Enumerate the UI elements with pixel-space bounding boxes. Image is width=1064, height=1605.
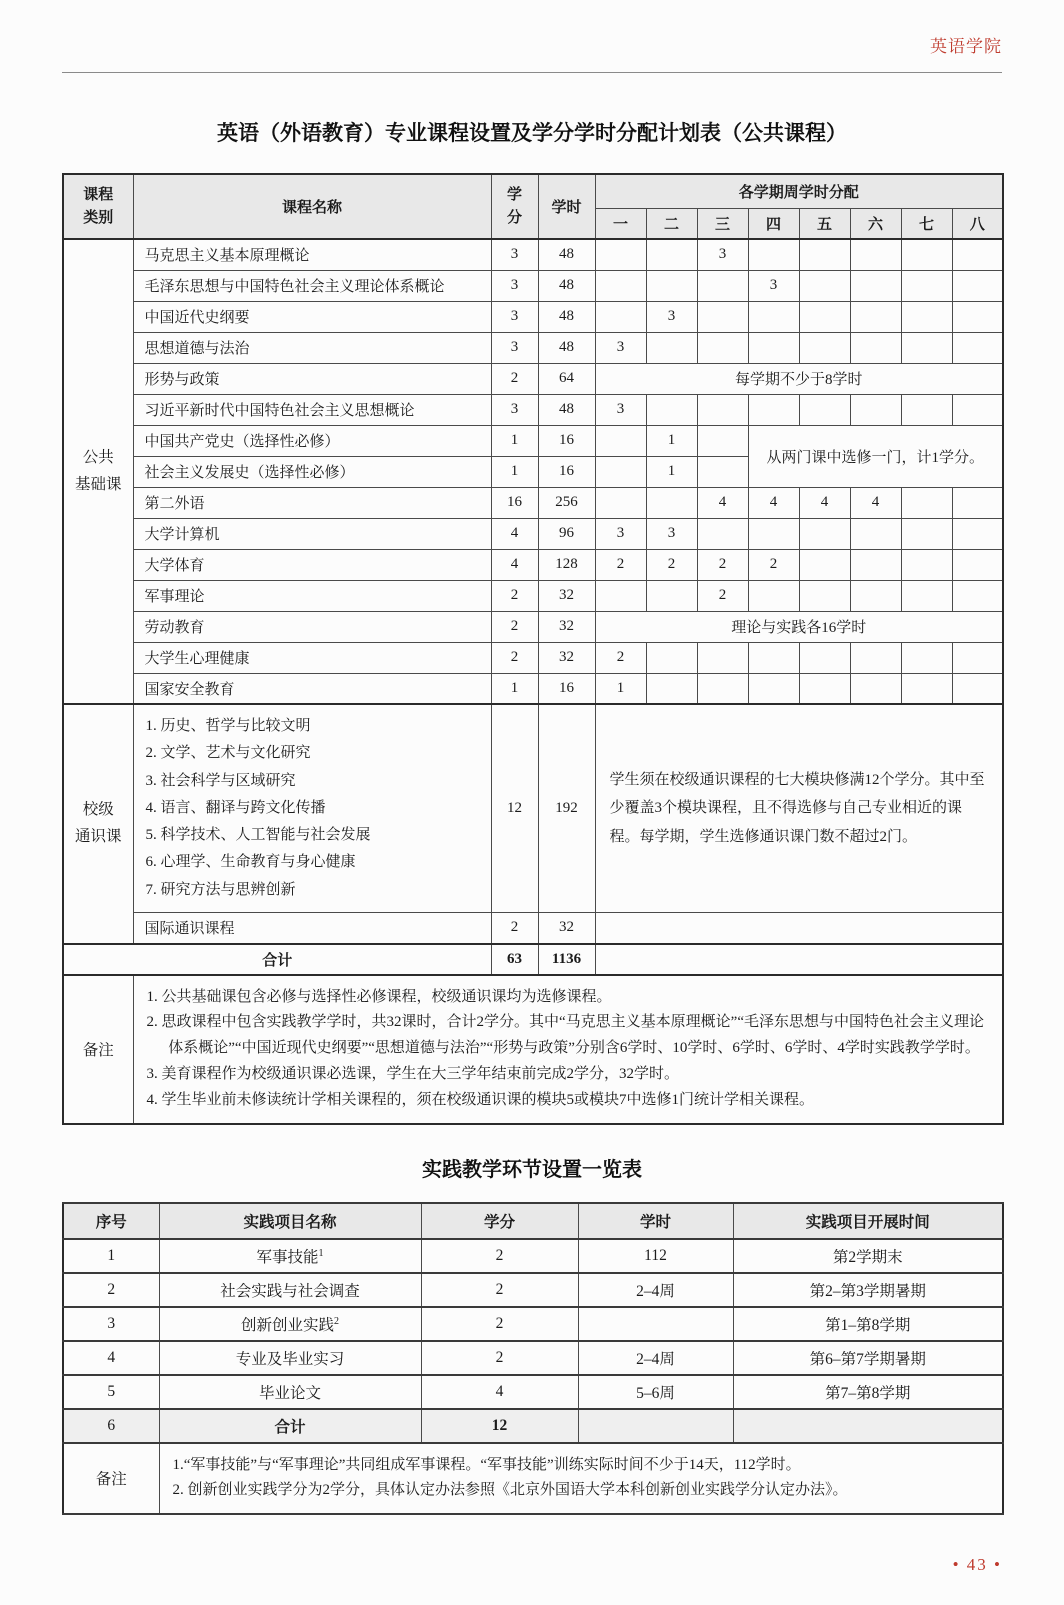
semester-cell — [901, 642, 952, 673]
semester-cell — [697, 673, 748, 704]
semester-cell — [901, 580, 952, 611]
course-name: 习近平新时代中国特色社会主义思想概论 — [133, 394, 491, 425]
course-name: 国际通识课程 — [133, 913, 491, 944]
col-header-credits-text: 学分 — [506, 186, 522, 226]
project-credits: 2 — [421, 1239, 578, 1273]
course-hours: 48 — [538, 270, 595, 301]
course-row — [63, 270, 1003, 301]
project-time: 第1–第8学期 — [733, 1307, 1003, 1341]
course-row — [63, 301, 1003, 332]
institution-label: 英语学院 — [930, 37, 1002, 56]
project-name: 军事技能$^1$ — [159, 1239, 421, 1273]
semester-cell — [799, 518, 850, 549]
semester-cell — [901, 394, 952, 425]
course-credits: 1 — [491, 425, 538, 456]
semester-cell — [850, 301, 901, 332]
course-name: 大学计算机 — [133, 518, 491, 549]
semester-cell — [901, 270, 952, 301]
semester-cell: 4 — [850, 487, 901, 518]
practice-col-time: 实践项目开展时间 — [733, 1203, 1003, 1239]
course-name: 中国近代史纲要 — [133, 301, 491, 332]
remark-row — [63, 975, 1003, 1124]
semester-cell: 2 — [595, 642, 646, 673]
page-number: • 43 • — [952, 1555, 1002, 1574]
semester-cell: 3 — [697, 239, 748, 270]
project-hours — [578, 1307, 733, 1341]
project-name: 社会实践与社会调查 — [159, 1273, 421, 1307]
curriculum-table-body — [63, 239, 1003, 1124]
semester-cell — [952, 394, 1003, 425]
course-name: 中国共产党史（选择性必修） — [133, 425, 491, 456]
course-hours: 256 — [538, 487, 595, 518]
semester-cell — [697, 394, 748, 425]
semester-cell — [697, 270, 748, 301]
project-name: 毕业论文 — [159, 1375, 421, 1409]
practice-total-row — [63, 1409, 1003, 1443]
category-line: 校级 — [82, 801, 114, 819]
course-hours: 16 — [538, 673, 595, 704]
semester-cell — [850, 642, 901, 673]
practice-row — [63, 1239, 1003, 1273]
course-hours: 48 — [538, 301, 595, 332]
practice-col-no: 序号 — [63, 1203, 159, 1239]
course-credits: 2 — [491, 611, 538, 642]
remark-text — [133, 975, 1003, 1124]
semester-cell — [901, 239, 952, 270]
semester-cell: 3 — [646, 518, 697, 549]
course-row — [63, 239, 1003, 270]
table1-title: 英语（外语教育）专业课程设置及学分学时分配计划表（公共课程） — [217, 122, 847, 145]
semester-cell — [952, 301, 1003, 332]
semester-cell — [646, 580, 697, 611]
module-item: 1. 历史、哲学与比较文明 — [145, 718, 311, 734]
semester-cell — [748, 580, 799, 611]
practice-remark-row — [63, 1443, 1003, 1514]
project-hours: 2–4周 — [578, 1273, 733, 1307]
semester-cell — [850, 518, 901, 549]
course-hours: 16 — [538, 425, 595, 456]
semester-cell — [901, 549, 952, 580]
semester-cell — [952, 549, 1003, 580]
course-name: 毛泽东思想与中国特色社会主义理论体系概论 — [133, 270, 491, 301]
semester-cell — [952, 580, 1003, 611]
col-header-category-text: 课程类别 — [83, 186, 114, 226]
project-name: 专业及毕业实习 — [159, 1341, 421, 1375]
semester-cell — [952, 673, 1003, 704]
semester-cell — [901, 332, 952, 363]
general-hours: 192 — [538, 704, 595, 913]
semester-cell — [748, 239, 799, 270]
semester-cell — [952, 518, 1003, 549]
col-header-category — [63, 174, 133, 239]
semester-cell — [748, 673, 799, 704]
project-no: 2 — [63, 1273, 159, 1307]
module-item: 4. 语言、翻译与跨文化传播 — [145, 799, 326, 816]
total-credits: 63 — [491, 944, 538, 975]
project-sup: 1 — [318, 1247, 324, 1259]
semester-cell — [901, 518, 952, 549]
category-line: 公共 — [82, 449, 114, 467]
category-line: 基础课 — [74, 475, 122, 493]
course-hours: 128 — [538, 549, 595, 580]
course-credits: 16 — [491, 487, 538, 518]
course-hours: 32 — [538, 642, 595, 673]
semester-header-6: 六 — [850, 208, 901, 239]
semester-cell: 1 — [646, 456, 697, 487]
semester-cell — [697, 518, 748, 549]
project-no: 4 — [63, 1341, 159, 1375]
semester-cell: 2 — [595, 549, 646, 580]
remark-line: 2. 思政课程中包含实践教学学时，共32课时，合计2学分。其中“马克思主义基本原理概论”“毛泽东思想与中国特色社会主义理论体系概论”“中国近现代史纲要”“思想道德与法治”“形势与政策”分别含6学时、10学时、6学时、6学时、4学时实践教学学时。 — [146, 1014, 984, 1057]
elective-note: 从两门课中选修一门，计1学分。 — [748, 425, 1003, 487]
project-credits: 4 — [421, 1375, 578, 1409]
course-hours: 32 — [538, 913, 595, 944]
project-credits: 2 — [421, 1273, 578, 1307]
semester-cell: 1 — [595, 673, 646, 704]
semester-cell — [850, 239, 901, 270]
remark-label: 备注 — [63, 975, 133, 1124]
col-header-semester-group: 各学期周学时分配 — [595, 174, 1003, 208]
module-item: 6. 心理学、生命教育与身心健康 — [145, 854, 356, 871]
semester-cell — [799, 270, 850, 301]
course-name: 军事理论 — [133, 580, 491, 611]
semester-header-2: 二 — [646, 208, 697, 239]
semester-cell: 3 — [595, 394, 646, 425]
practice-row — [63, 1307, 1003, 1341]
semester-cell — [850, 580, 901, 611]
course-credits: 3 — [491, 394, 538, 425]
practice-row — [63, 1273, 1003, 1307]
curriculum-table — [62, 173, 1004, 1125]
course-row — [63, 673, 1003, 704]
course-credits: 1 — [491, 673, 538, 704]
semester-header-8: 八 — [952, 208, 1003, 239]
course-row — [63, 363, 1003, 394]
semester-header-7: 七 — [901, 208, 952, 239]
module-item: 2. 文学、艺术与文化研究 — [145, 745, 311, 762]
course-credits: 3 — [491, 270, 538, 301]
remark-line: 2. 创新创业实践学分为2学分，具体认定办法参照《北京外国语大学本科创新创业实践学分认定办法》。 — [172, 1482, 848, 1499]
project-no: 6 — [63, 1409, 159, 1443]
remark-text — [159, 1443, 1003, 1514]
semester-note: 理论与实践各16学时 — [595, 611, 1003, 642]
semester-cell — [646, 642, 697, 673]
semester-cell — [748, 394, 799, 425]
semester-cell: 2 — [697, 549, 748, 580]
course-hours: 48 — [538, 394, 595, 425]
semester-cell — [697, 332, 748, 363]
semester-cell — [595, 425, 646, 456]
col-header-course-name: 课程名称 — [133, 174, 491, 239]
course-name: 形势与政策 — [133, 363, 491, 394]
semester-cell — [799, 642, 850, 673]
header-rule — [62, 72, 1002, 73]
project-time: 第6–第7学期暑期 — [733, 1341, 1003, 1375]
semester-cell — [799, 394, 850, 425]
semester-cell — [799, 673, 850, 704]
semester-cell: 2 — [748, 549, 799, 580]
total-label: 合计 — [63, 944, 491, 975]
course-hours: 96 — [538, 518, 595, 549]
course-name: 大学生心理健康 — [133, 642, 491, 673]
semester-cell: 2 — [646, 549, 697, 580]
semester-cell — [850, 549, 901, 580]
remark-line: 1. 公共基础课包含必修与选择性必修课程，校级通识课均为选修课程。 — [146, 988, 612, 1005]
course-hours: 32 — [538, 611, 595, 642]
semester-cell — [697, 456, 748, 487]
project-time: 第2–第3学期暑期 — [733, 1273, 1003, 1307]
semester-cell — [646, 332, 697, 363]
semester-cell — [748, 332, 799, 363]
project-sup: 2 — [334, 1315, 339, 1327]
semester-cell — [850, 673, 901, 704]
table2-title: 实践教学环节设置一览表 — [422, 1158, 642, 1181]
semester-cell — [595, 487, 646, 518]
semester-cell — [595, 301, 646, 332]
course-credits: 2 — [491, 363, 538, 394]
course-row — [63, 549, 1003, 580]
semester-cell — [799, 580, 850, 611]
semester-cell — [646, 394, 697, 425]
semester-cell — [595, 456, 646, 487]
semester-header-3: 三 — [697, 208, 748, 239]
semester-cell — [595, 239, 646, 270]
col-header-hours: 学时 — [538, 174, 595, 239]
project-time — [733, 1409, 1003, 1443]
intl-course-row — [63, 913, 1003, 944]
project-hours: 112 — [578, 1239, 733, 1273]
module-item: 5. 科学技术、人工智能与社会发展 — [145, 827, 371, 844]
course-name: 国家安全教育 — [133, 673, 491, 704]
practice-row — [63, 1375, 1003, 1409]
course-hours: 32 — [538, 580, 595, 611]
total-row — [63, 944, 1003, 975]
project-time: 第7–第8学期 — [733, 1375, 1003, 1409]
course-credits: 3 — [491, 239, 538, 270]
semester-cell — [799, 332, 850, 363]
course-row — [63, 518, 1003, 549]
project-credits: 2 — [421, 1307, 578, 1341]
semester-cell — [850, 394, 901, 425]
course-row — [63, 425, 1003, 456]
semester-cell — [595, 270, 646, 301]
practice-col-name: 实践项目名称 — [159, 1203, 421, 1239]
course-name: 社会主义发展史（选择性必修） — [133, 456, 491, 487]
remark-line: 3. 美育课程作为校级通识课必选课，学生在大三学年结束前完成2学分，32学时。 — [146, 1065, 680, 1082]
semester-cell: 2 — [697, 580, 748, 611]
module-item: 7. 研究方法与思辨创新 — [145, 881, 296, 898]
practice-row — [63, 1341, 1003, 1375]
course-name: 劳动教育 — [133, 611, 491, 642]
course-row — [63, 394, 1003, 425]
semester-cell: 4 — [799, 487, 850, 518]
semester-cell — [799, 239, 850, 270]
semester-cell — [646, 239, 697, 270]
semester-cell — [748, 301, 799, 332]
course-hours: 48 — [538, 239, 595, 270]
semester-cell — [952, 487, 1003, 518]
project-name: 合计 — [159, 1409, 421, 1443]
course-credits: 2 — [491, 642, 538, 673]
course-row — [63, 332, 1003, 363]
semester-cell — [850, 332, 901, 363]
semester-cell: 3 — [595, 332, 646, 363]
module-list — [133, 704, 491, 913]
semester-header-4: 四 — [748, 208, 799, 239]
course-name: 大学体育 — [133, 549, 491, 580]
semester-cell: 3 — [748, 270, 799, 301]
course-credits: 2 — [491, 913, 538, 944]
project-hours: 2–4周 — [578, 1341, 733, 1375]
course-row — [63, 580, 1003, 611]
semester-cell — [850, 270, 901, 301]
course-credits: 4 — [491, 549, 538, 580]
semester-note: 每学期不少于8学时 — [595, 363, 1003, 394]
course-credits: 3 — [491, 332, 538, 363]
semester-cell-empty — [595, 913, 1003, 944]
semester-cell-empty — [595, 944, 1003, 975]
remark-label: 备注 — [63, 1443, 159, 1514]
course-hours: 16 — [538, 456, 595, 487]
semester-cell — [697, 301, 748, 332]
project-no: 3 — [63, 1307, 159, 1341]
semester-cell — [748, 518, 799, 549]
semester-cell: 4 — [697, 487, 748, 518]
category-general — [63, 704, 133, 944]
practice-col-credits: 学分 — [421, 1203, 578, 1239]
course-hours: 64 — [538, 363, 595, 394]
semester-cell: 3 — [646, 301, 697, 332]
semester-cell — [799, 549, 850, 580]
course-credits: 4 — [491, 518, 538, 549]
semester-cell — [952, 239, 1003, 270]
project-hours — [578, 1409, 733, 1443]
course-credits: 3 — [491, 301, 538, 332]
course-row — [63, 642, 1003, 673]
semester-header-5: 五 — [799, 208, 850, 239]
semester-cell — [799, 301, 850, 332]
semester-cell — [901, 487, 952, 518]
course-name: 思想道德与法治 — [133, 332, 491, 363]
project-credits: 12 — [421, 1409, 578, 1443]
semester-cell — [697, 425, 748, 456]
semester-cell — [748, 642, 799, 673]
project-no: 1 — [63, 1239, 159, 1273]
course-credits: 1 — [491, 456, 538, 487]
total-hours: 1136 — [538, 944, 595, 975]
practice-table-body — [63, 1239, 1003, 1514]
remark-line: 1.“军事技能”与“军事理论”共同组成军事课程。“军事技能”训练实际时间不少于14天，112学时。 — [172, 1456, 801, 1473]
semester-cell — [646, 487, 697, 518]
category-line: 通识课 — [74, 827, 122, 845]
project-hours: 5–6周 — [578, 1375, 733, 1409]
practice-table — [62, 1202, 1004, 1515]
semester-cell — [595, 580, 646, 611]
project-no: 5 — [63, 1375, 159, 1409]
semester-cell — [901, 301, 952, 332]
general-credits: 12 — [491, 704, 538, 913]
course-row — [63, 611, 1003, 642]
course-hours: 48 — [538, 332, 595, 363]
semester-cell — [697, 642, 748, 673]
module-item: 3. 社会科学与区域研究 — [145, 772, 296, 789]
practice-col-hours: 学时 — [578, 1203, 733, 1239]
semester-cell — [646, 673, 697, 704]
course-row — [63, 487, 1003, 518]
project-time: 第2学期末 — [733, 1239, 1003, 1273]
project-credits: 2 — [421, 1341, 578, 1375]
semester-cell — [952, 332, 1003, 363]
project-name: 创新创业实践$^2$ — [159, 1307, 421, 1341]
general-note: 学生须在校级通识课程的七大模块修满12个学分。其中至少覆盖3个模块课程，且不得选修与自己专业相近的课程。每学期，学生选修通识课门数不超过2门。 — [595, 704, 1003, 913]
semester-cell — [952, 270, 1003, 301]
semester-cell: 4 — [748, 487, 799, 518]
semester-cell: 1 — [646, 425, 697, 456]
remark-line: 4. 学生毕业前未修读统计学相关课程的，须在校级通识课的模块5或模块7中选修1门统计学相关课程。 — [146, 1091, 815, 1108]
general-modules-row — [63, 704, 1003, 913]
course-name: 马克思主义基本原理概论 — [133, 239, 491, 270]
semester-cell — [646, 270, 697, 301]
semester-cell: 3 — [595, 518, 646, 549]
course-credits: 2 — [491, 580, 538, 611]
col-header-credits — [491, 174, 538, 239]
semester-header-1: 一 — [595, 208, 646, 239]
semester-cell — [952, 642, 1003, 673]
course-name: 第二外语 — [133, 487, 491, 518]
semester-cell — [901, 673, 952, 704]
category-public — [63, 239, 133, 704]
